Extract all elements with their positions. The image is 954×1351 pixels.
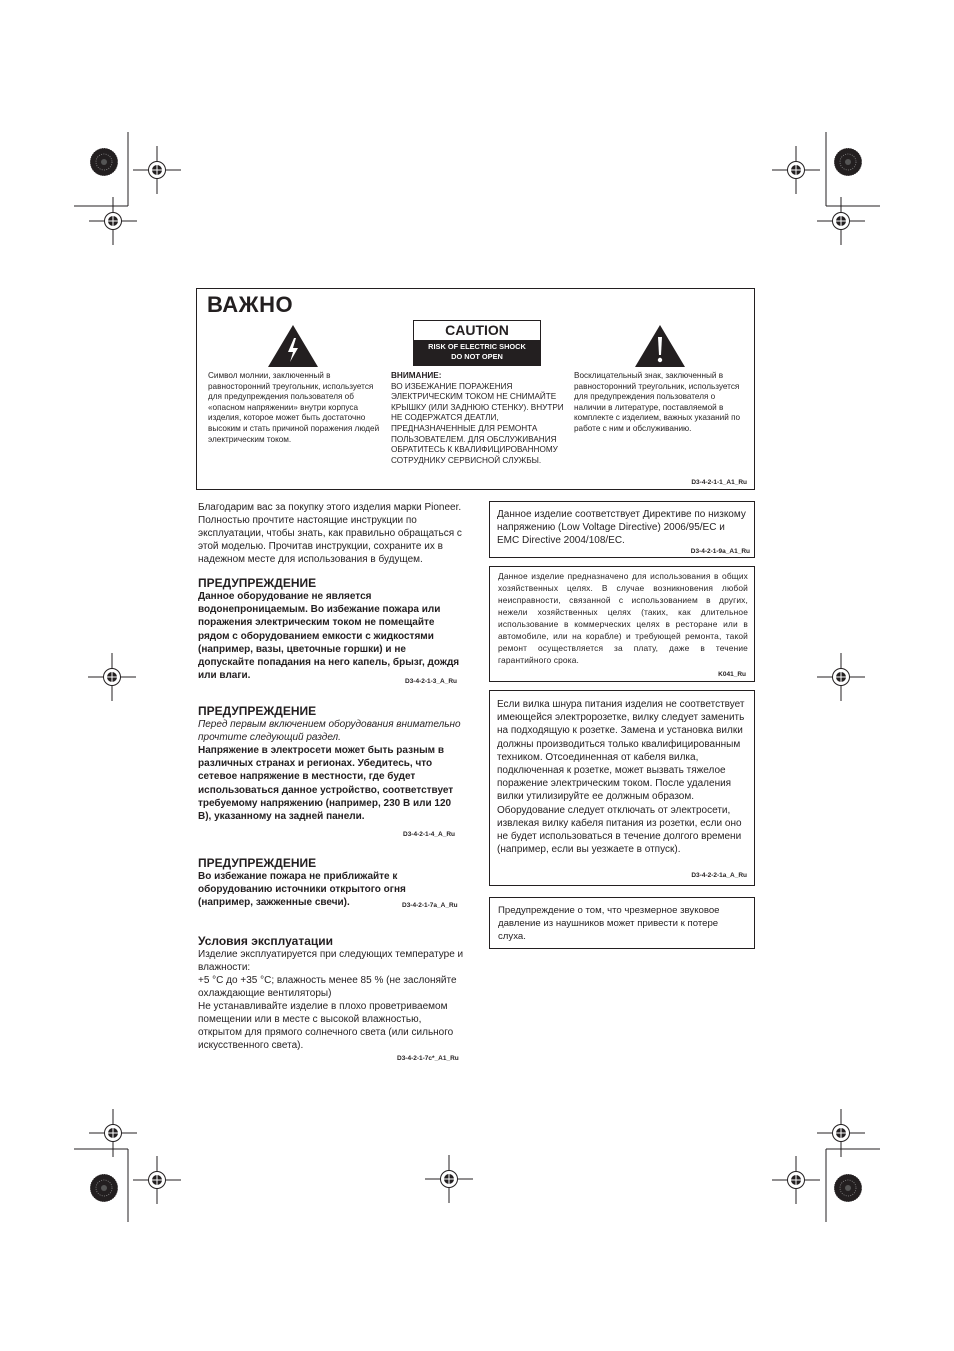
warning-1	[198, 576, 464, 682]
caution-label	[413, 320, 541, 366]
attention-title: ВНИМАНИЕ:	[391, 371, 442, 380]
warning-3-heading: ПРЕДУПРЕЖДЕНИЕ	[198, 856, 317, 870]
intro-text: Благодарим вас за покупку этого изделия марки Pioneer. Полностью прочтите настоящие инструкции по эксплуатации, чтобы знать, как правильно обращаться с этой моделью. Прочитав инструкции, сохраните их в надежном месте для использования в будущем.	[198, 502, 462, 565]
directive-box	[489, 501, 755, 558]
lightning-symbol-description: Символ молнии, заключенный в равносторонний треугольник, используется для предупреждения пользователя об «опасном напряжении» внутри корпуса изделия, которое может быть достаточно высоким и стать причиной поражения людей электрическим током.	[208, 371, 380, 444]
warning-2-code: D3-4-2-1-4_A_Ru	[403, 831, 456, 838]
conditions-text: Изделие эксплуатируется при следующих температуре и влажности: +5 °C до +35 °C; влажность менее 85 % (не заслоняйте охлаждающие вентиляторы) Не устанавливайте изделие в плохо проветриваемом помещении или в месте с высокой влажностью, открытом для прямого солнечного света (или сильного искусственного света).	[198, 949, 464, 1051]
attention-text: ВО ИЗБЕЖАНИЕ ПОРАЖЕНИЯ ЭЛЕКТРИЧЕСКИМ ТОКОМ НЕ СНИМАЙТЕ КРЫШКУ (ИЛИ ЗАДНЮЮ СТЕНКУ). ВНУТРИ НЕ СОДЕРЖАТСЯ ДЕАТЛИ, ПРЕДНАЗНАЧЕННЫЕ ДЛЯ РЕМОНТА ПОЛЬЗОВАТЕЛЕМ. ДЛЯ ОБСЛУЖИВАНИЯ ОБРАТИТЕСЬ К КВАЛИФИЦИРОВАННОМУ СОТРУДНИКУ СЕРВИСНОЙ СЛУЖБЫ.	[391, 381, 564, 465]
plug-box	[489, 690, 755, 886]
repair-box	[489, 566, 755, 682]
conditions	[198, 934, 466, 1052]
caution-word: CAUTION	[445, 322, 509, 338]
important-title: ВАЖНО	[207, 292, 294, 317]
directive-code: D3-4-2-1-9a_A1_Ru	[690, 548, 750, 555]
exclamation-symbol-description: Восклицательный знак, заключенный в равносторонний треугольник, используется для предупреждения пользователя о наличии в литературе, поставляемой в комплекте с изделием, важных указаний по работе с ним и обслуживанию.	[574, 371, 741, 433]
plug-code: D3-4-2-2-1a_A_Ru	[691, 872, 747, 879]
right-middle-mark	[817, 653, 865, 701]
bottom-left-marks	[74, 1109, 181, 1222]
repair-code: K041_Ru	[718, 671, 746, 678]
warning-2-heading: ПРЕДУПРЕЖДЕНИЕ	[198, 704, 317, 718]
repair-text: Данное изделие предназначено для использования в общих хозяйственных целях. В случае возникновения любой неисправности, связанной с использованием в других, нежели хозяйственных целях (таких, как длительное использование в коммерческих целях в ресторане или в автомобиле, или на корабле) и требующей ремонта, такой ремонт осуществляется за плату, даже в течение гарантийного срока.	[498, 571, 748, 665]
attention-block	[391, 371, 566, 466]
caution-subtitle: RISK OF ELECTRIC SHOCK DO NOT OPEN	[414, 340, 540, 365]
warning-2-italic: Перед первым включением оборудования внимательно прочтите следующий раздел.	[198, 719, 461, 743]
important-box	[196, 288, 755, 490]
left-middle-mark	[88, 653, 136, 701]
directive-text: Данное изделие соответствует Директиве по низкому напряжению (Low Voltage Directive) 2006/95/EC и EMC Directive 2004/108/EC.	[497, 509, 746, 547]
warning-3-text: Во избежание пожара не приближайте к оборудованию источники открытого огня (например, зажженные свечи).	[198, 871, 406, 909]
lightning-warning-icon	[267, 324, 319, 368]
bottom-center-mark	[425, 1155, 473, 1203]
warning-1-heading: ПРЕДУПРЕЖДЕНИЕ	[198, 576, 317, 590]
warning-2-text: Напряжение в электросети может быть разным в различных странах и регионах. Убедитесь, что сетевое напряжение в местности, где будет использоваться данное устройство, соответствует требуемому напряжению (например, 230 В или 120 В), указанному на задней панели.	[198, 745, 454, 823]
important-code: D3-4-2-1-1_A1_Ru	[691, 479, 747, 486]
headphone-text: Предупреждение о том, что чрезмерное звуковое давление из наушников может привести к потере слуха.	[498, 905, 720, 943]
warning-3-code: D3-4-2-1-7a_A_Ru	[402, 902, 458, 909]
conditions-heading: Условия эксплуатации	[198, 934, 333, 948]
plug-text: Если вилка шнура питания изделия не соответствует имеющейся электророзетке, вилку следует заменить на подходящую к розетке. Замена и установка вилки должны производиться только квалифицированным техником. Отсоединенная от кабеля вилка, подключенная к розетке, может вызвать тяжелое поражение электрическим током. После удаления вилки утилизируйте ее должным образом. Оборудование следует отключать от электросети, извлекая вилку кабеля питания из розетки, если оно не будет использоваться в течение долгого времени (например, если вы уезжаете в отпуск).	[497, 699, 745, 856]
conditions-code: D3-4-2-1-7c*_A1_Ru	[397, 1055, 459, 1062]
warning-1-code: D3-4-2-1-3_A_Ru	[405, 678, 458, 685]
warning-2	[198, 704, 464, 823]
warning-1-text: Данное оборудование не является водонепроницаемым. Во избежание пожара или поражения электрическим током не помещайте рядом с оборудованием емкости с жидкостями (например, вазы, цветочные горшки) и не допускайте попадания на него капель, брызг, дождя или влаги.	[198, 591, 460, 682]
headphone-box	[489, 897, 755, 949]
exclamation-warning-icon	[634, 324, 686, 368]
bottom-right-marks	[772, 1109, 880, 1222]
top-left-marks	[74, 132, 181, 245]
top-right-marks	[772, 132, 880, 245]
